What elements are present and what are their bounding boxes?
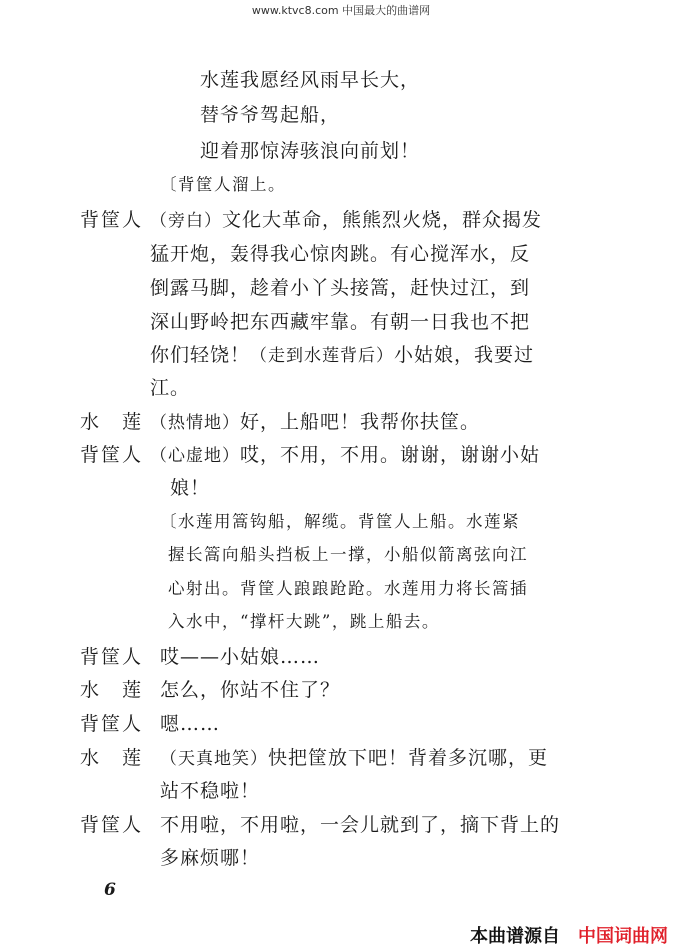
speaker-name: 水 莲 [80, 747, 144, 769]
acting-direction: （天真地笑） [160, 749, 268, 769]
dialogue-line: 嗯…… [160, 713, 221, 735]
footer-source-label: 本曲谱源自 [470, 926, 560, 947]
stage-direction: 〔背筐人溜上。 [160, 175, 286, 194]
stage-direction: 入水中，“撑杆大跳”，跳上船去。 [168, 612, 440, 631]
dialogue-line: 倒露马脚，趁着小丫头接篙，赶快过江，到 [150, 277, 531, 299]
speaker-name: 背筐人 [80, 646, 144, 668]
speaker-name: 背筐人 [80, 444, 144, 466]
acting-direction: （旁白） [150, 211, 222, 231]
dialogue-line: 哎——小姑娘…… [160, 646, 321, 668]
footer-site-name[interactable]: 中国词曲网 [578, 926, 668, 947]
dialogue-line [150, 208, 542, 233]
acting-direction: （走到水莲背后） [250, 346, 395, 366]
lyric-line: 水莲我愿经风雨早长大， [200, 69, 421, 91]
speaker-name: 水 莲 [80, 411, 144, 433]
dialogue-line: 多麻烦哪！ [160, 847, 261, 869]
source-footer [470, 922, 668, 948]
dialogue-line: 站不稳啦！ [160, 780, 261, 802]
stage-direction: 〔水莲用篙钩船，解缆。背筐人上船。水莲紧 [160, 512, 520, 531]
dialogue-line: 怎么，你站不住了？ [160, 679, 341, 701]
dialogue-text: 小姑娘，我要过 [394, 344, 535, 366]
stage-direction: 心射出。背筐人踉踉跄跄。水莲用力将长篙插 [168, 579, 528, 598]
speaker-name: 背筐人 [80, 713, 144, 735]
lyric-line: 替爷爷驾起船， [200, 104, 341, 126]
dialogue-text: 哎，不用，不用。谢谢，谢谢小姑 [240, 444, 541, 466]
dialogue-line [150, 343, 534, 368]
dialogue-line: 深山野岭把东西藏牢靠。有朝一日我也不把 [150, 311, 531, 333]
dialogue-line [150, 443, 540, 468]
dialogue-line: 江。 [150, 377, 191, 399]
speaker-name: 水 莲 [80, 679, 144, 701]
dialogue-text: 好，上船吧！我帮你扶筐。 [240, 411, 481, 433]
lyric-line: 迎着那惊涛骇浪向前划！ [200, 140, 421, 162]
page-number: 6 [104, 880, 116, 900]
dialogue-text: 快把筐放下吧！背着多沉哪，更 [268, 747, 549, 769]
dialogue-text: 你们轻饶！ [150, 344, 251, 366]
speaker-name: 背筐人 [80, 814, 144, 836]
site-header: www.ktvc8.com 中国最大的曲谱网 [251, 4, 431, 17]
dialogue-line: 娘！ [170, 477, 211, 499]
dialogue-line: 不用啦，不用啦，一会儿就到了，摘下背上的 [160, 814, 561, 836]
dialogue-line: 猛开炮，轰得我心惊肉跳。有心搅浑水，反 [150, 243, 531, 265]
speaker-name: 背筐人 [80, 209, 144, 231]
acting-direction: （热情地） [150, 413, 240, 433]
acting-direction: （心虚地） [150, 446, 240, 466]
dialogue-line [150, 410, 480, 435]
dialogue-text: 文化大革命，熊熊烈火烧，群众揭发 [222, 209, 543, 231]
dialogue-line [160, 746, 548, 771]
stage-direction: 握长篙向船头挡板上一撑，小船似箭离弦向江 [168, 545, 528, 564]
